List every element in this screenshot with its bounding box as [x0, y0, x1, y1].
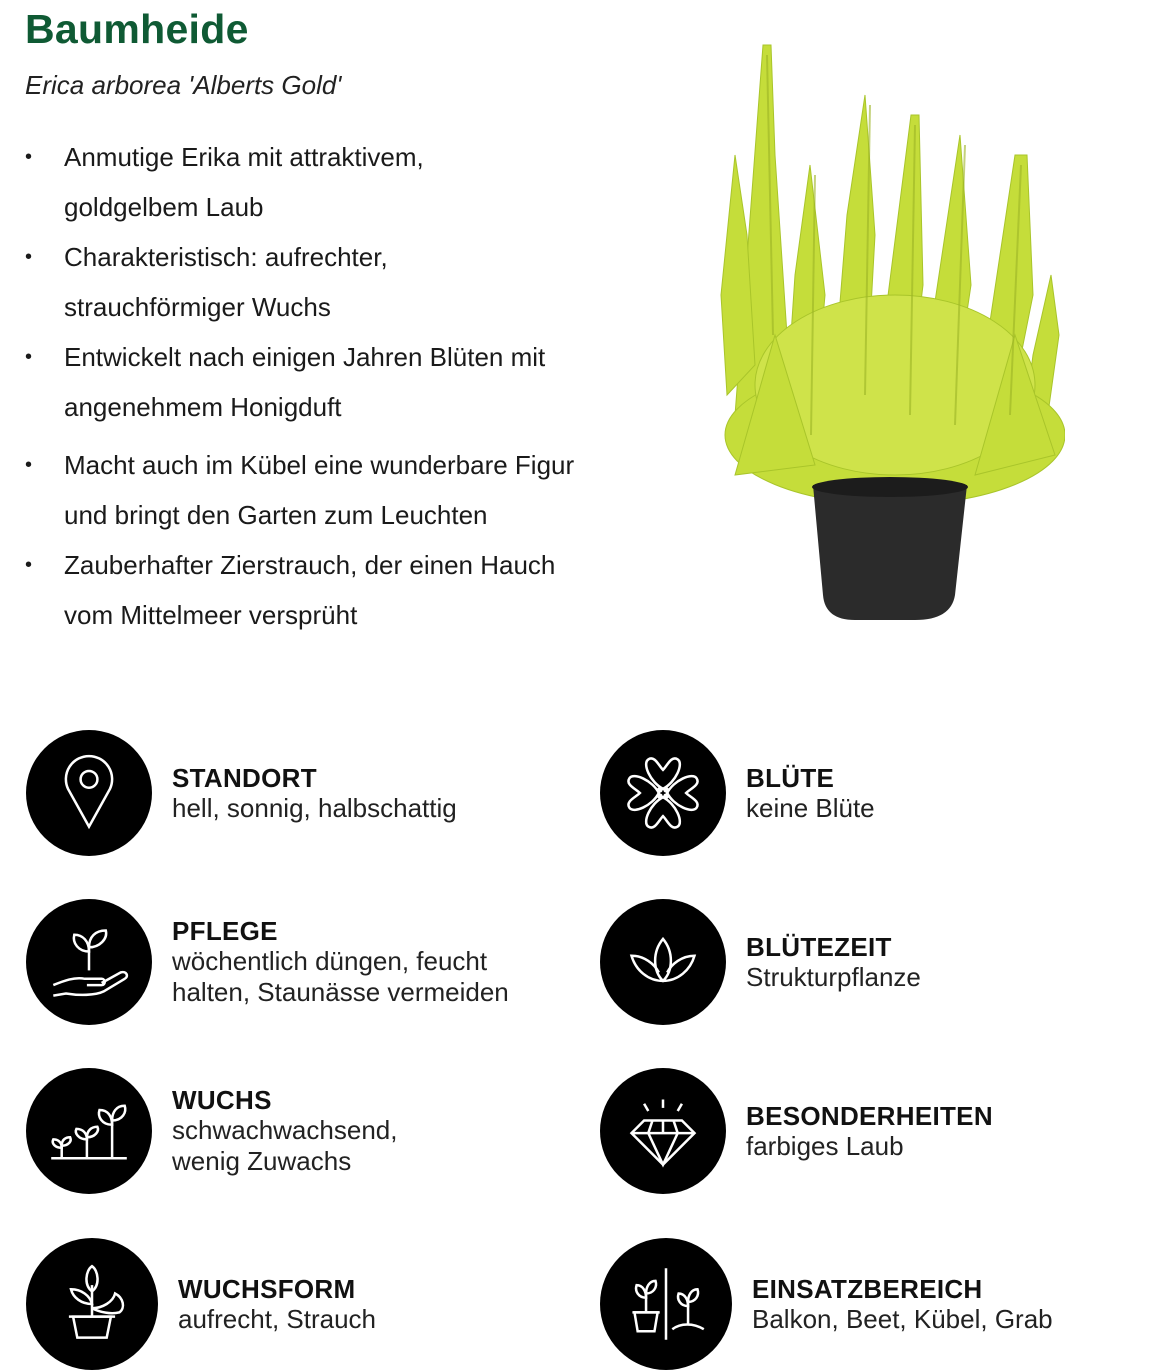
feature-value: farbiges Laub	[746, 1130, 904, 1161]
feature-heading: BLÜTE	[746, 762, 835, 793]
lotus-icon	[621, 920, 705, 1004]
feature-heading: WUCHS	[172, 1085, 272, 1115]
plant-pot	[812, 477, 968, 620]
feature-wuchs	[26, 1068, 422, 1194]
potted-plant-icon	[50, 1262, 134, 1346]
feature-einsatzbereich	[600, 1238, 1053, 1370]
wuchs-icon-circle	[26, 1068, 152, 1194]
pflege-icon-circle	[26, 899, 152, 1025]
standort-icon-circle	[26, 730, 152, 856]
bullet-item: • Charakteristisch: aufrechter, strauchförmiger Wuchs	[25, 232, 444, 332]
growing-plants-icon	[47, 1089, 131, 1173]
feature-value: wöchentlich düngen, feucht halten, Staunässe vermeiden	[172, 946, 509, 1007]
feature-bullet-list	[25, 132, 625, 640]
bullet-item: • Entwickelt nach einigen Jahren Blüten mit angenehmem Honigduft	[25, 332, 564, 432]
feature-heading: BLÜTEZEIT	[746, 931, 892, 962]
wuchsform-icon-circle	[26, 1238, 158, 1370]
bluete-icon-circle	[600, 730, 726, 856]
pot-and-ground-icon	[624, 1262, 708, 1346]
feature-heading: EINSATZBEREICH	[752, 1273, 983, 1304]
feature-value: keine Blüte	[746, 792, 875, 823]
product-title: Baumheide	[25, 6, 249, 52]
feature-bluete	[600, 730, 875, 856]
besonderheiten-icon-circle	[600, 1068, 726, 1194]
diamond-icon	[621, 1089, 705, 1173]
feature-wuchsform	[26, 1238, 376, 1370]
einsatzbereich-icon-circle	[600, 1238, 732, 1370]
feature-besonderheiten	[600, 1068, 993, 1194]
feature-heading: BESONDERHEITEN	[746, 1100, 993, 1131]
feature-heading: STANDORT	[172, 762, 317, 793]
feature-pflege	[26, 899, 522, 1025]
plant-product-image	[715, 35, 1065, 625]
bullet-item: • Macht auch im Kübel eine wunderbare Figur und bringt den Garten zum Leuchten	[25, 440, 584, 540]
feature-bluetezeit	[600, 899, 921, 1025]
botanical-name: Erica arborea 'Alberts Gold'	[25, 70, 342, 100]
feature-heading: WUCHSFORM	[178, 1273, 356, 1304]
bullet-item: • Zauberhafter Zierstrauch, der einen Hauch vom Mittelmeer versprüht	[25, 540, 584, 640]
location-pin-icon	[47, 751, 131, 835]
bullet-item: • Anmutige Erika mit attraktivem, goldgelbem Laub	[25, 132, 494, 232]
feature-value: hell, sonnig, halbschattig	[172, 792, 457, 823]
feature-heading: PFLEGE	[172, 916, 278, 946]
feature-value: Balkon, Beet, Kübel, Grab	[752, 1303, 1053, 1334]
feature-value: aufrecht, Strauch	[178, 1303, 376, 1334]
bluetezeit-icon-circle	[600, 899, 726, 1025]
feature-value: Strukturpflanze	[746, 961, 921, 992]
flower-icon	[621, 751, 705, 835]
hand-seedling-icon	[47, 920, 131, 1004]
feature-value: schwachwachsend, wenig Zuwachs	[172, 1115, 398, 1176]
feature-standort	[26, 730, 457, 856]
